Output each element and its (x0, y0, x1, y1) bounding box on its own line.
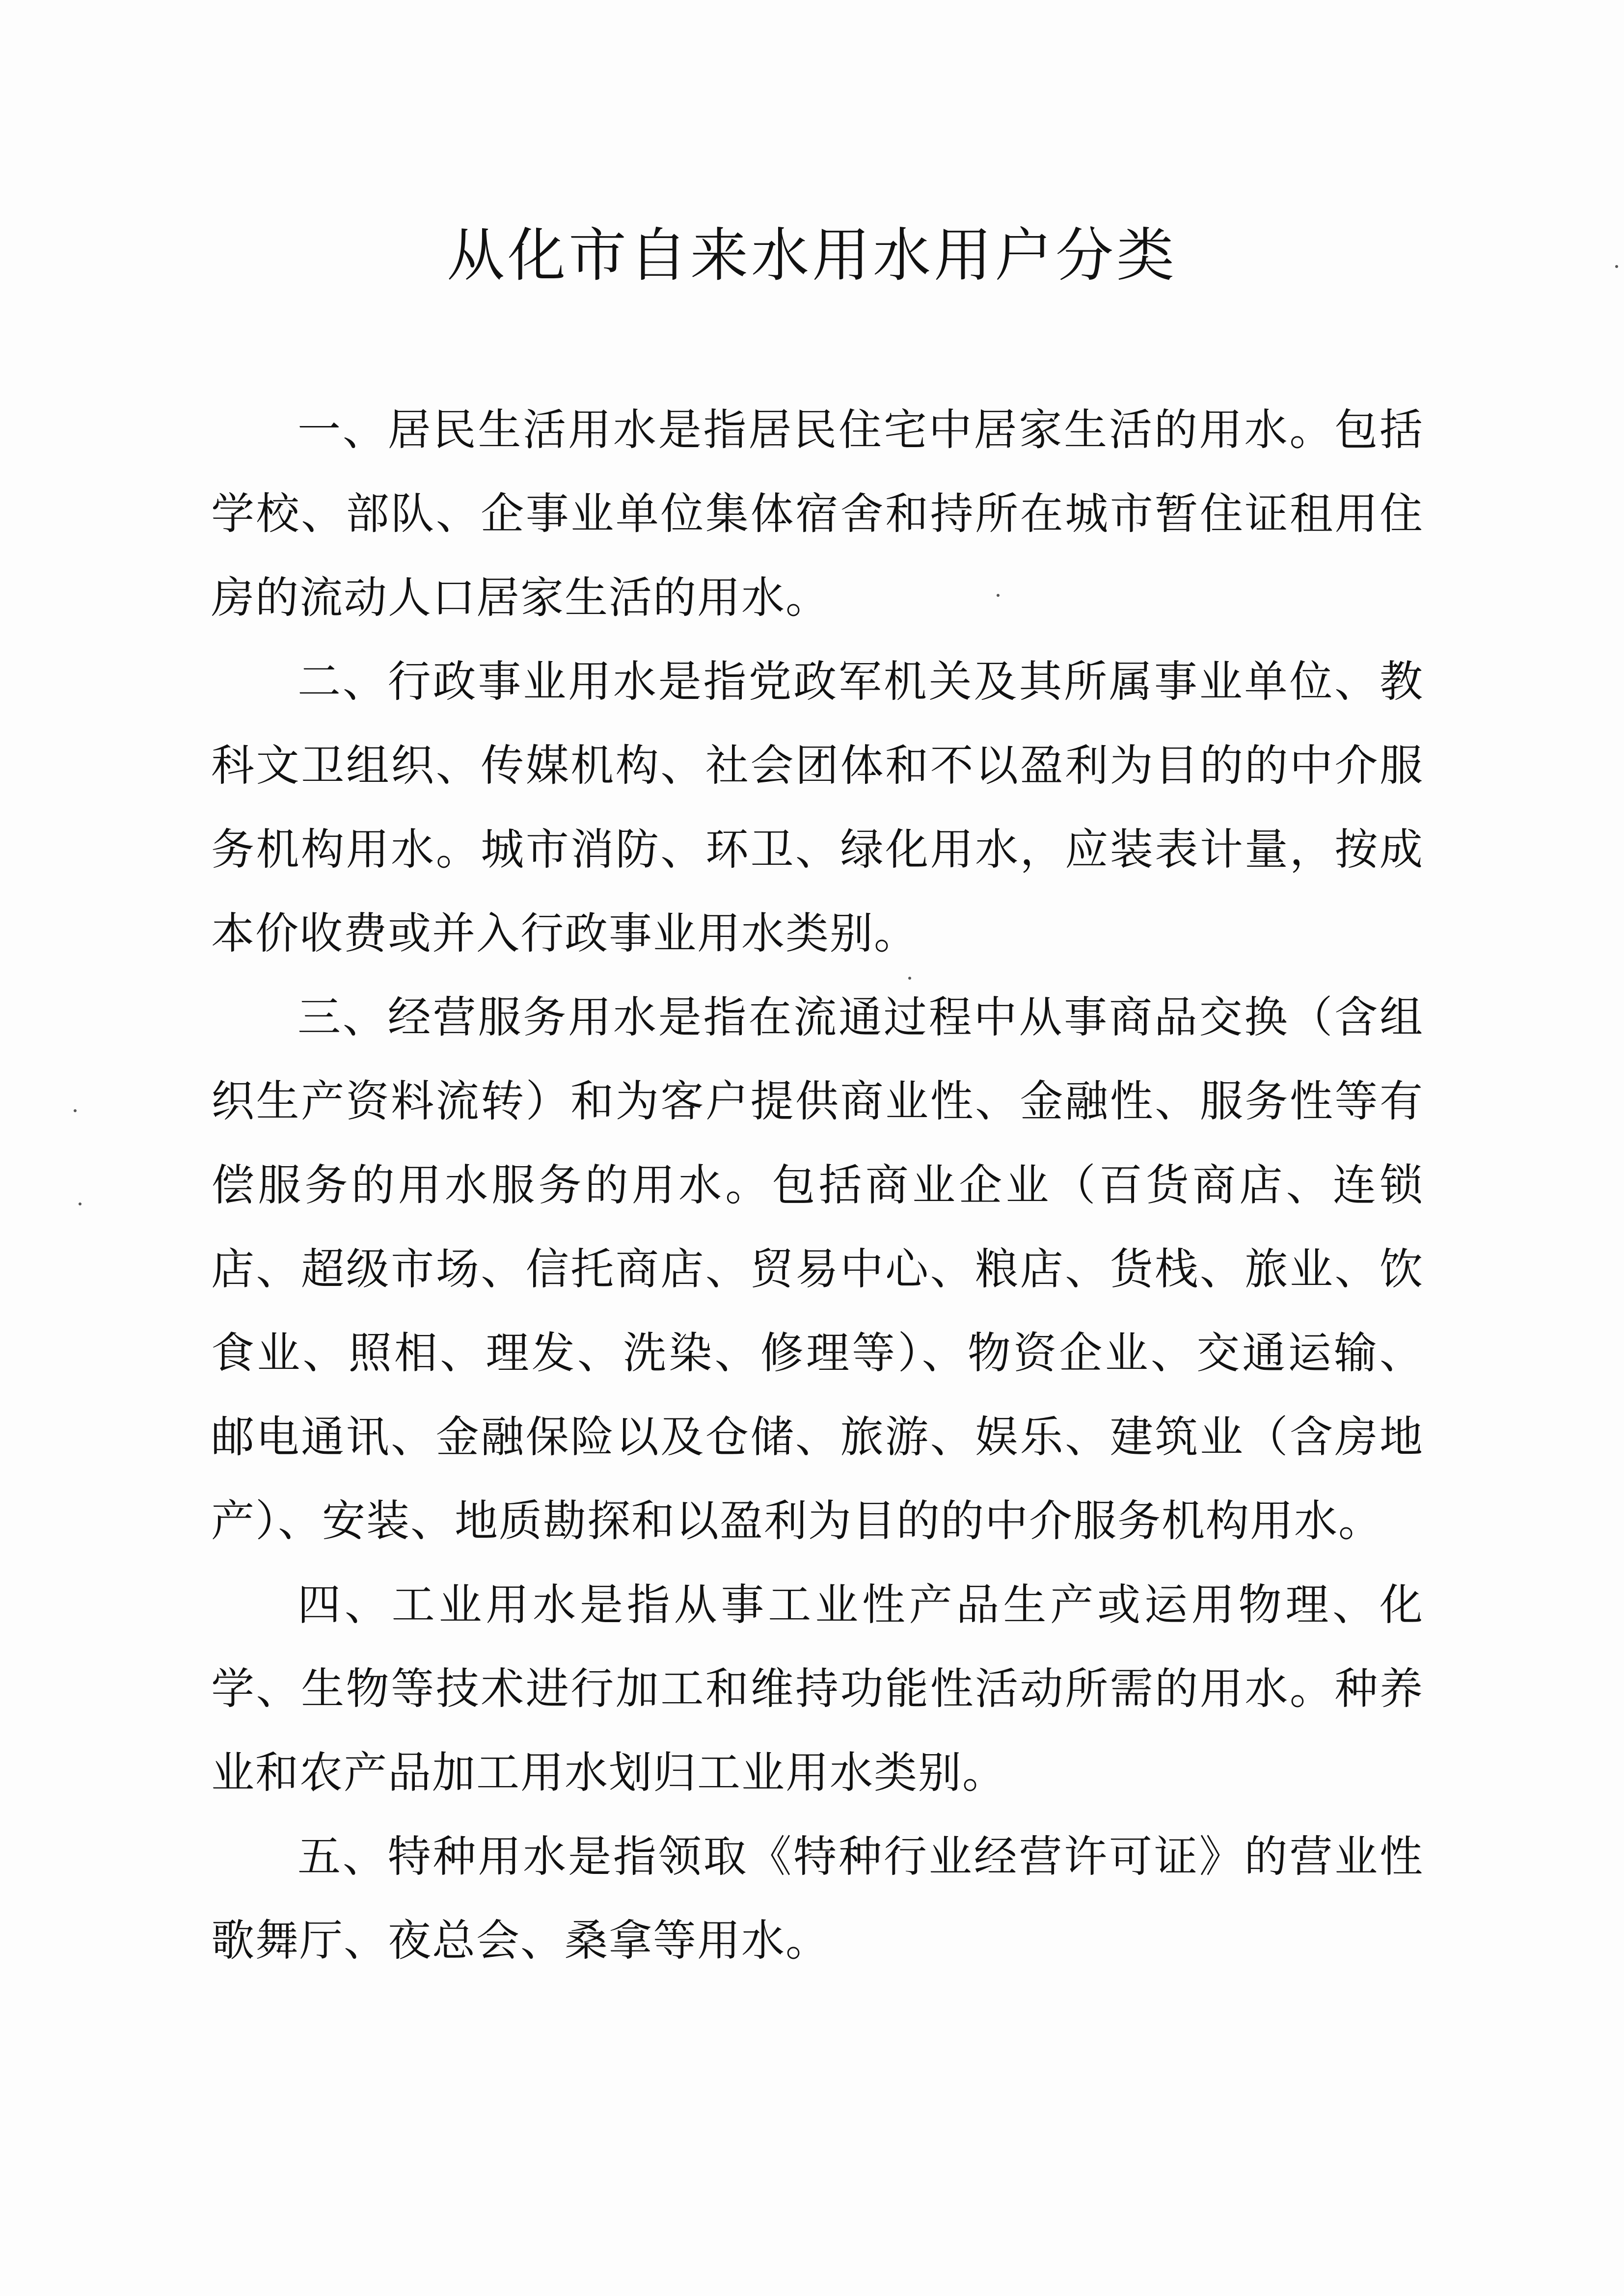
paragraph-industrial: 四、工业用水是指从事工业性产品生产或运用物理、化学、生物等技术进行加工和维持功能性活动所需的用水。种养业和农产品加工用水划归工业用水类别。 (211, 1579, 1424, 1798)
paragraph-administrative: 二、行政事业用水是指党政军机关及其所属事业单位、教科文卫组织、传媒机构、社会团体和不以盈利为目的的中介服务机构用水。城市消防、环卫、绿化用水，应装表计量，按成本价收费或并入行政事业用水类别。 (211, 656, 1424, 959)
paragraph-residential: 一、居民生活用水是指居民住宅中居家生活的用水。包括学校、部队、企事业单位集体宿舍和持所在城市暂住证租用住房的流动人口居家生活的用水。 (211, 404, 1424, 623)
document-title: 从化市自来水用水用户分类 (446, 221, 1177, 289)
scan-speck (997, 594, 1000, 597)
document-body (211, 388, 1424, 1982)
paragraph-business-service: 三、经营服务用水是指在流通过程中从事商品交换（含组织生产资料流转）和为客户提供商业性、金融性、服务性等有偿服务的用水服务的用水。包括商业企业（百货商店、连锁店、超级市场、信托商店、贸易中心、粮店、货栈、旅业、饮食业、照相、理发、洗染、修理等）、物资企业、交通运输、邮电通讯、金融保险以及仓储、旅游、娱乐、建筑业（含房地产）、安装、地质勘探和以盈利为目的的中介服务机构用水。 (211, 992, 1424, 1546)
paragraph-special: 五、特种用水是指领取《特种行业经营许可证》的营业性歌舞厅、夜总会、桑拿等用水。 (211, 1831, 1424, 1966)
scan-speck (1615, 265, 1618, 268)
scan-speck (79, 1202, 81, 1205)
scan-speck (908, 977, 911, 980)
scan-speck (74, 1109, 77, 1112)
